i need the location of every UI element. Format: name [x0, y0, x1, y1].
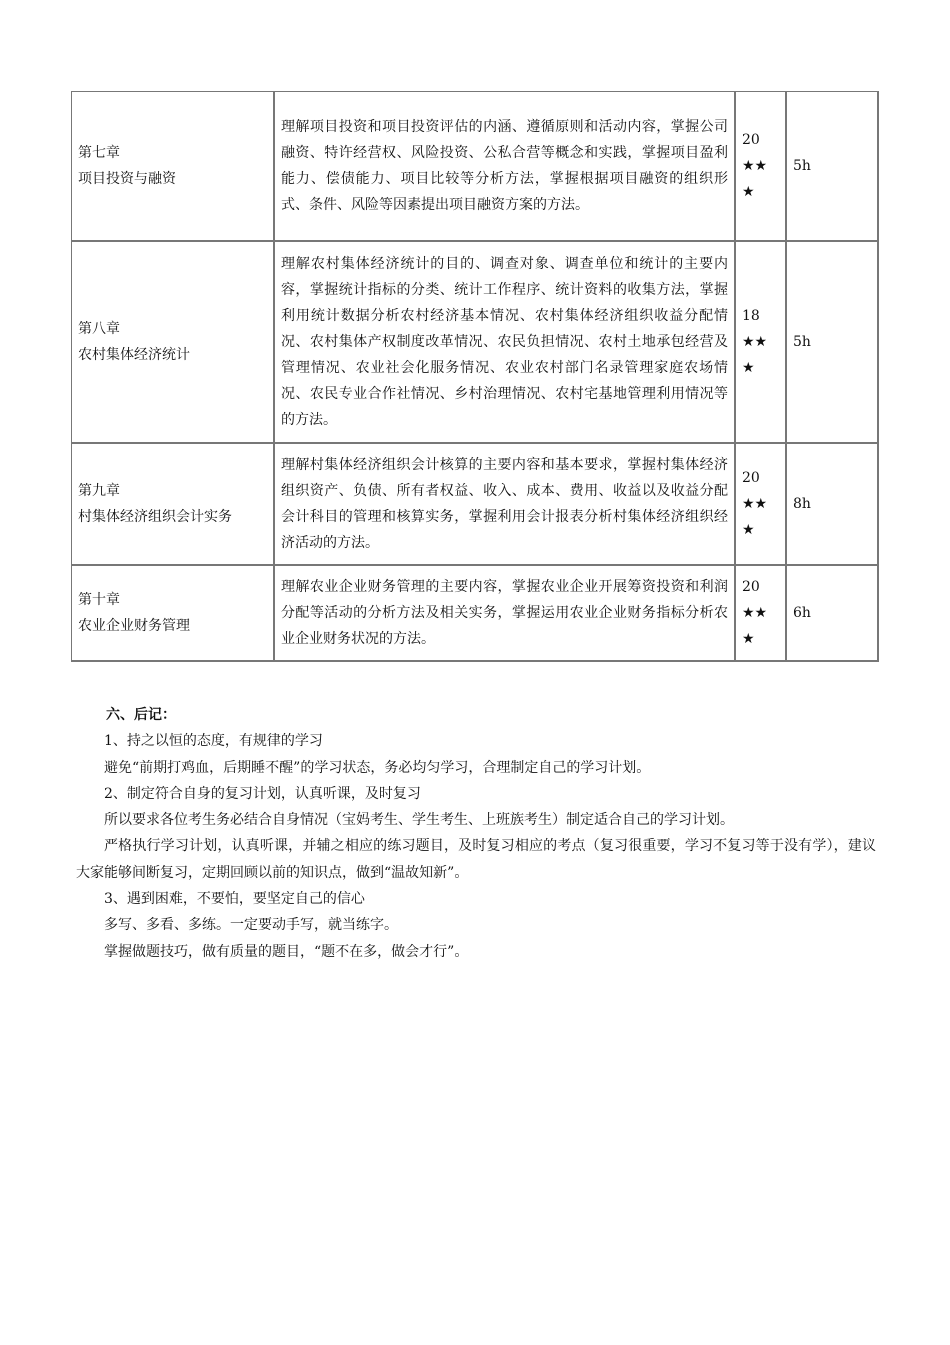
- star-icon: ★: [742, 184, 755, 200]
- chapter-cell: [72, 92, 275, 242]
- description-cell: 理解农村集体经济统计的目的、调查对象、调查单位和统计的主要内容，掌握统计指标的分类、统计工作程序、统计资料的收集方法，掌握利用统计数据分析农村经济基本情况、农村集体经济组织收益分配情况、农村集体产权制度改革情况、农民负担情况、农村土地承包经营及管理情况、农业社会化服务情况、农业农村部门名录管理家庭农场情况、农民专业合作社情况、乡村治理情况、农村宅基地管理利用情况等的方法。: [275, 242, 736, 444]
- description-cell: 理解村集体经济组织会计核算的主要内容和基本要求，掌握村集体经济组织资产、负债、所有者权益、收入、成本、费用、收益以及收益分配会计科目的管理和核算实务，掌握利用会计报表分析村集体经济组织经济活动的方法。: [275, 444, 736, 566]
- tip-heading: 2、制定符合自身的复习计划，认真听课，及时复习: [104, 785, 421, 802]
- hours-cell: 5h: [787, 92, 879, 242]
- table-row: [72, 92, 879, 242]
- chapter-title: 村集体经济组织会计实务: [78, 509, 232, 525]
- chapter-number: 第七章: [78, 145, 120, 161]
- tip-heading: 3、遇到困难，不要怕，要坚定自己的信心: [104, 891, 365, 908]
- tip-paragraph: 所以要求各位考生务必结合自身情况（宝妈考生、学生考生、上班族考生）制定适合自己的学习计划。: [104, 812, 734, 829]
- chapter-title: 农村集体经济统计: [78, 347, 190, 363]
- hours-cell: 6h: [787, 566, 879, 662]
- chapter-cell: [72, 566, 275, 662]
- syllabus-table: [71, 91, 879, 662]
- tip-paragraph: 多写、多看、多练。一定要动手写，就当练字。: [104, 917, 398, 934]
- tip-heading: 1、持之以恒的态度，有规律的学习: [104, 733, 323, 750]
- tip-paragraph: 严格执行学习计划，认真听课，并辅之相应的练习题目，及时复习相应的考点（复习很重要，学习不复习等于没有学），建议大家能够间断复习，定期回顾以前的知识点，做到“温故知新”。: [76, 838, 876, 881]
- score-value: 18: [742, 308, 760, 324]
- score-cell: [736, 444, 787, 566]
- tip-paragraph: 掌握做题技巧，做有质量的题目，“题不在多，做会才行”。: [104, 943, 469, 960]
- star-icon: ★★: [742, 334, 768, 350]
- section-heading: 六、后记：: [106, 707, 176, 723]
- score-value: 20: [742, 132, 760, 148]
- chapter-title: 农业企业财务管理: [78, 618, 190, 634]
- star-icon: ★★: [742, 496, 768, 512]
- chapter-cell: [72, 242, 275, 444]
- table-row: [72, 566, 879, 662]
- score-cell: [736, 242, 787, 444]
- description-cell: 理解农业企业财务管理的主要内容，掌握农业企业开展筹资投资和利润分配等活动的分析方法及相关实务，掌握运用农业企业财务指标分析农业企业财务状况的方法。: [275, 566, 736, 662]
- table-row: [72, 242, 879, 444]
- chapter-number: 第十章: [78, 592, 120, 608]
- chapter-number: 第八章: [78, 321, 120, 337]
- table-row: [72, 444, 879, 566]
- chapter-cell: [72, 444, 275, 566]
- chapter-title: 项目投资与融资: [78, 171, 176, 187]
- hours-cell: 8h: [787, 444, 879, 566]
- chapter-number: 第九章: [78, 483, 120, 499]
- score-cell: [736, 566, 787, 662]
- star-icon: ★: [742, 522, 755, 538]
- star-icon: ★: [742, 631, 755, 647]
- score-cell: [736, 92, 787, 242]
- star-icon: ★★: [742, 158, 768, 174]
- hours-cell: 5h: [787, 242, 879, 444]
- score-value: 20: [742, 579, 760, 595]
- tip-paragraph: 避免“前期打鸡血，后期睡不醒”的学习状态，务必均匀学习，合理制定自己的学习计划。: [104, 759, 651, 776]
- score-value: 20: [742, 470, 760, 486]
- star-icon: ★: [742, 360, 755, 376]
- postscript-section: [76, 702, 876, 965]
- description-cell: 理解项目投资和项目投资评估的内涵、遵循原则和活动内容，掌握公司融资、特许经营权、风险投资、公私合营等概念和实践，掌握项目盈利能力、偿债能力、项目比较等分析方法，掌握根据项目融资的组织形式、条件、风险等因素提出项目融资方案的方法。: [275, 92, 736, 242]
- star-icon: ★★: [742, 605, 768, 621]
